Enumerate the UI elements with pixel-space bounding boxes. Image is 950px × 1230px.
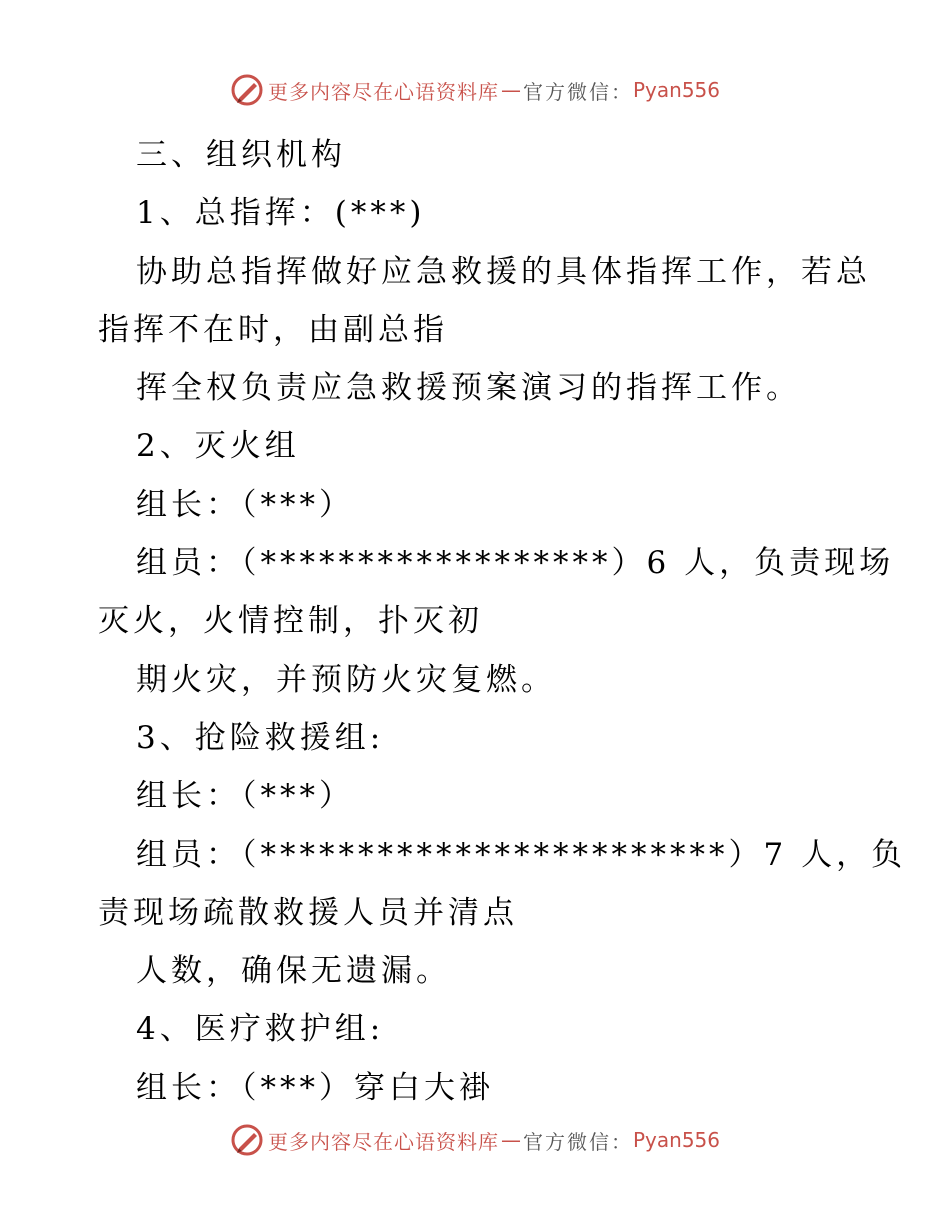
text-line: 灭火，火情控制，扑灭初 (98, 603, 483, 640)
text-line: 人数，确保无遗漏。 (136, 953, 451, 990)
text-line: 组长：（***） (136, 778, 354, 815)
pen-logo-icon (230, 1123, 264, 1157)
footer-watermark (0, 1120, 950, 1160)
separator-dash: — (500, 1128, 521, 1152)
text-line: 2、灭火组 (136, 428, 300, 465)
text-line: 指挥不在时，由副总指 (98, 311, 448, 348)
text-line: 1、总指挥：(***) (136, 195, 426, 232)
text-line: 责现场疏散救援人员并清点 (98, 894, 518, 931)
pen-logo-icon (230, 73, 264, 107)
text-line: 期火灾，并预防火灾复燃。 (136, 661, 556, 698)
official-label: 官方微信： (522, 79, 633, 104)
official-label: 官方微信： (522, 1129, 633, 1154)
text-line: 协助总指挥做好应急救援的具体指挥工作，若总 (136, 253, 871, 290)
text-line: 组长：（***）穿白大褂 (136, 1069, 494, 1106)
text-line: 组员：（************************）7 人，负 (136, 836, 907, 873)
text-line: 组长：（***） (136, 486, 354, 523)
wechat-handle: Pyan556 (632, 1128, 720, 1152)
section-heading: 三、组织机构 (136, 137, 346, 173)
promo-text: 更多内容尽在心语资料库 (267, 1129, 499, 1154)
promo-text: 更多内容尽在心语资料库 (267, 79, 499, 104)
text-line: 组员：（******************）6 人，负责现场 (136, 545, 895, 582)
wechat-handle: Pyan556 (632, 78, 720, 102)
text-line: 4、医疗救护组: (136, 1011, 385, 1048)
separator-dash: — (500, 78, 521, 102)
document-body (98, 126, 907, 1117)
text-line: 3、抢险救援组: (136, 719, 385, 756)
header-watermark (0, 70, 950, 110)
text-line: 挥全权负责应急救援预案演习的指挥工作。 (136, 370, 801, 407)
